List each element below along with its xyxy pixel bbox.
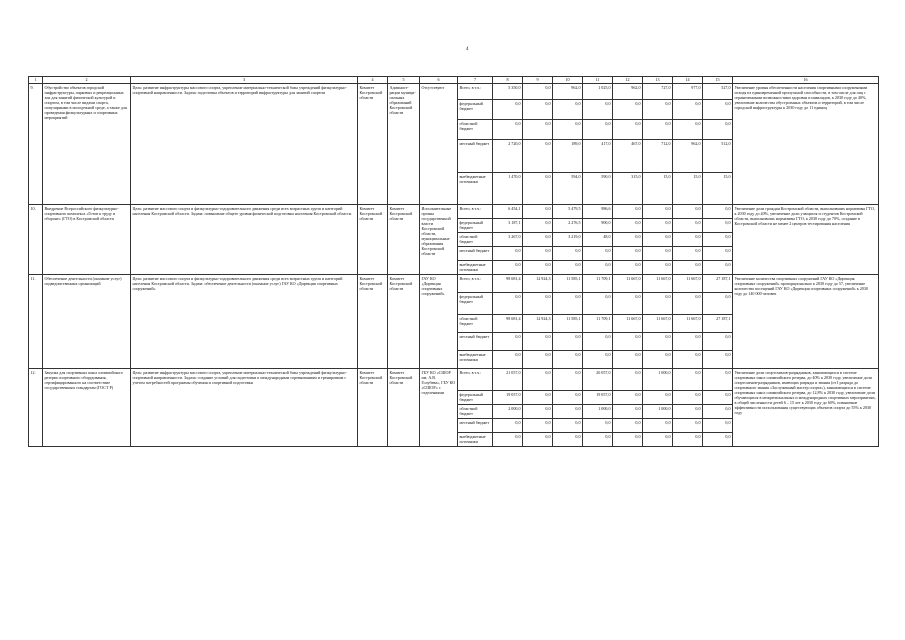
finance-value: 11 709,1 [583,315,613,333]
finance-value: 962,0 [673,140,703,173]
finance-value: 0,0 [583,261,613,275]
finance-value: 0,0 [643,333,673,351]
finance-value: 11 667,0 [643,315,673,333]
finance-value: 98 681,4 [493,315,523,333]
finance-value: 0,0 [493,293,523,315]
header-cell: 3 [131,77,358,84]
finance-value: 3 219,0 [553,233,583,247]
finance-value: 0,0 [643,391,673,405]
finance-value: 0,0 [493,120,523,140]
finance-value: 0,0 [523,100,553,120]
table-row [29,369,879,391]
finance-value: 0,0 [523,247,553,261]
finance-value: 0,0 [703,293,733,315]
executor: Комитет Костромской области [358,205,388,275]
finance-value: 5 479,5 [553,205,583,219]
row-number: 12. [29,369,43,447]
finance-value: 0,0 [553,120,583,140]
finance-value: 0,0 [553,433,583,447]
measure-name: Обустройство объектов городской инфраструктуры, парковых и рекреационных зон для занятий физической культурой и спортом, в том числе видами спорта, популярными в молодежной среде, а также для проведения физкультурных и спортивных мероприятий [43,84,131,205]
row-number: 11. [29,275,43,369]
finance-source: федеральный бюджет [458,100,493,120]
finance-value: 0,0 [613,405,643,419]
finance-value: 0,0 [493,351,523,369]
finance-source: областной бюджет [458,315,493,333]
finance-source: областной бюджет [458,405,493,419]
finance-value: 0,0 [643,233,673,247]
finance-value: 986,6 [583,205,613,219]
header-row [29,77,879,84]
finance-value: 0,0 [703,120,733,140]
finance-value: 727,0 [643,84,673,100]
finance-value: 1 025,0 [583,84,613,100]
finance-value: 0,0 [673,100,703,120]
header-cell: 2 [43,77,131,84]
finance-value: 977,0 [673,84,703,100]
finance-value: 2 000,0 [493,405,523,419]
finance-value: 0,0 [523,205,553,219]
finance-value: 0,0 [493,333,523,351]
finance-value: 0,0 [523,120,553,140]
page-number: 4 [466,47,469,52]
finance-value: 0,0 [523,369,553,391]
finance-source: внебюджетные источники [458,173,493,205]
finance-value: 0,0 [643,293,673,315]
finance-source: внебюджетные источники [458,261,493,275]
finance-value: 3 187,1 [493,219,523,233]
finance-value: 900,0 [583,219,613,233]
finance-value: 0,0 [613,120,643,140]
finance-value: 417,0 [583,140,613,173]
finance-value: 0,0 [643,120,673,140]
participant: ГАУ КО «Дирекция спортивных сооружений» [420,275,458,369]
finance-value: 0,0 [583,120,613,140]
finance-value: 0,0 [643,205,673,219]
finance-value: 0,0 [703,100,733,120]
finance-value: 0,0 [553,247,583,261]
finance-value: 0,0 [703,433,733,447]
finance-value: 0,0 [673,219,703,233]
finance-value: 27 187,1 [703,315,733,333]
finance-value: 27 187,1 [703,275,733,293]
finance-value: 0,0 [703,419,733,433]
finance-value: 11 585,1 [553,315,583,333]
finance-source: областной бюджет [458,233,493,247]
finance-value: 0,0 [613,293,643,315]
goal-text: Цель: развитие инфраструктуры массового спорта, укрепление материально-технической базы учреждений физкультурно-спортивной направленности. Задача: создание условий для подготовки к международным соревнованиям и тренировкам с учетом потребностей программы обучения и спортивной подготовки [131,369,358,447]
finance-source: областной бюджет [458,120,493,140]
finance-value: 0,0 [673,247,703,261]
finance-value: 0,0 [673,293,703,315]
finance-source: Всего, в т.ч.: [458,205,493,219]
finance-value: 189,0 [553,140,583,173]
finance-value: 3 267,0 [493,233,523,247]
finance-value: 15,0 [703,173,733,205]
finance-value: 0,0 [493,419,523,433]
finance-value: 0,0 [523,140,553,173]
finance-value: 712,0 [643,140,673,173]
finance-value: 0,0 [643,351,673,369]
finance-value: 0,0 [583,333,613,351]
finance-value: 0,0 [613,433,643,447]
finance-value: 0,0 [643,419,673,433]
finance-value: 0,0 [583,247,613,261]
finance-value: 0,0 [673,261,703,275]
table-row [29,205,879,219]
finance-value: 527,0 [703,84,733,100]
header-cell: 8 [493,77,523,84]
finance-source: федеральный бюджет [458,391,493,405]
table-row [29,84,879,100]
finance-value: 0,0 [673,369,703,391]
finance-value: 21 057,0 [493,369,523,391]
finance-value: 0,0 [673,205,703,219]
finance-value: 0,0 [643,219,673,233]
finance-value: 0,0 [613,419,643,433]
header-cell: 9 [523,77,553,84]
finance-value: 0,0 [703,369,733,391]
finance-value: 0,0 [703,247,733,261]
finance-value: 0,0 [613,333,643,351]
finance-value: 0,0 [613,219,643,233]
finance-value: 0,0 [673,391,703,405]
expected-result: Увеличение доли граждан Костромской области, выполнивших нормативы ГТО, к 2030 году до 40%, увеличение доли учащихся и студентов Костромской области, выполнивших нормативы ГТО, к 2030 году до 70%, создание в Костромской области не менее 2 центров тестирования населения [733,205,879,275]
finance-value: 0,0 [613,247,643,261]
finance-value: 0,0 [703,205,733,219]
finance-value: 1 470,0 [493,173,523,205]
expected-result: Увеличение доли спортсменов-разрядников, занимающихся в системе спортивных школ олимпийского резерва, до 40% к 2030 году, увеличение доли спортсменов-разрядников, имеющих разряды и звания (от I разряда до спортивного звания «Заслуженный мастер спорта»), занимающихся в системе спортивных школ олимпийского резерва, до 12,8% к 2030 году, увеличение доли обучающихся в межрегиональных и международных спортивных мероприятиях, в общей численности детей 6 – 15 лет к 2030 году до 60%, повышение эффективности использования существующих объектов спорта до 55% к 2030 году [733,369,879,447]
header-cell: 15 [703,77,733,84]
finance-value: 5 350,0 [493,84,523,100]
header-cell: 10 [553,77,583,84]
finance-value: 20 057,0 [583,369,613,391]
finance-value: 0,0 [673,419,703,433]
executor: Комитет Костромской области [358,84,388,205]
finance-source: федеральный бюджет [458,219,493,233]
measure-name: Внедрение Всероссийского физкультурно-спортивного комплекса «Готов к труду и обороне» (ГТО) в Костромской области [43,205,131,275]
finance-source: местный бюджет [458,140,493,173]
goal-text: Цель: развитие инфраструктуры массового спорта, укрепление материально-технической базы учреждений физкультурно-спортивной направленности. Задача: подготовка объектов и территорий инфраструктуры для занятий спортом [131,84,358,205]
finance-value: 19 057,0 [493,391,523,405]
goal-text: Цель: развитие массового спорта и физкультурно-оздоровительного движения среди всех возрастных групп и категорий населения Костромской области. Задача: повышение общего уровня физической подготовки населения Костромской области. [131,205,358,275]
finance-value: 315,0 [613,173,643,205]
finance-value: 0,0 [673,333,703,351]
header-cell: 13 [643,77,673,84]
finance-value: 0,0 [613,100,643,120]
finance-source: местный бюджет [458,247,493,261]
finance-value: 0,0 [553,419,583,433]
finance-value: 0,0 [523,433,553,447]
finance-value: 512,0 [703,140,733,173]
finance-value: 6 454,1 [493,205,523,219]
finance-value: 0,0 [553,293,583,315]
header-cell: 5 [388,77,420,84]
finance-value: 1 000,0 [583,405,613,419]
executor: Комитет Костромской области [358,369,388,447]
finance-value: 11 667,0 [643,275,673,293]
finance-value: 0,0 [553,369,583,391]
finance-value: 0,0 [613,261,643,275]
header-cell: 12 [613,77,643,84]
finance-value: 0,0 [493,433,523,447]
finance-value: 48,0 [583,233,613,247]
finance-source: Всего, в т.ч.: [458,369,493,391]
finance-source: местный бюджет [458,419,493,433]
co-executor: Комитет Костромской области [388,369,420,447]
header-cell: 4 [358,77,388,84]
finance-source: Всего, в т.ч.: [458,84,493,100]
finance-value: 0,0 [703,391,733,405]
finance-value: 0,0 [523,293,553,315]
finance-value: 0,0 [703,219,733,233]
finance-value: 0,0 [523,219,553,233]
participant: Отсутствуют [420,84,458,205]
finance-value: 0,0 [493,261,523,275]
finance-value: 0,0 [673,351,703,369]
finance-value: 0,0 [613,391,643,405]
finance-value: 11 667,0 [613,275,643,293]
finance-source: Всего, в т.ч.: [458,275,493,293]
finance-value: 0,0 [553,333,583,351]
finance-value: 0,0 [583,351,613,369]
finance-value: 0,0 [553,405,583,419]
finance-value: 0,0 [493,100,523,120]
finance-value: 0,0 [703,233,733,247]
finance-source: местный бюджет [458,333,493,351]
header-cell: 11 [583,77,613,84]
finance-value: 12 924,3 [523,275,553,293]
finance-value: 0,0 [613,351,643,369]
finance-value: 0,0 [643,247,673,261]
row-number: 10. [29,205,43,275]
finance-value: 0,0 [613,233,643,247]
finance-value: 590,0 [583,173,613,205]
program-table [28,76,879,447]
table-row [29,275,879,293]
finance-value: 98 681,4 [493,275,523,293]
finance-value: 0,0 [553,391,583,405]
finance-value: 0,0 [523,233,553,247]
finance-value: 0,0 [703,333,733,351]
finance-value: 0,0 [553,100,583,120]
participant: Исполнительные органы государственной власти Костромской области, муниципальные образования Костромской области [420,205,458,275]
finance-value: 0,0 [523,333,553,351]
finance-value: 0,0 [523,261,553,275]
expected-result: Увеличение количества спортивных сооружений ГАУ КО «Дирекция спортивных сооружений» пропорционально к 2030 году до 57, увеличение количества посещений ГАУ КО «Дирекция спортивных сооружений» к 2030 году до 140 000 человек [733,275,879,369]
finance-value: 0,0 [703,405,733,419]
finance-source: федеральный бюджет [458,293,493,315]
finance-value: 15,0 [643,173,673,205]
finance-value: 0,0 [673,405,703,419]
header-cell: 6 [420,77,458,84]
finance-value: 0,0 [643,100,673,120]
finance-value: 0,0 [703,351,733,369]
finance-value: 0,0 [703,261,733,275]
finance-value: 962,0 [553,84,583,100]
finance-value: 0,0 [523,391,553,405]
finance-value: 0,0 [523,173,553,205]
finance-value: 467,0 [613,140,643,173]
header-cell: 7 [458,77,493,84]
co-executor: Комитет Костромской области [388,205,420,275]
finance-value: 11 667,0 [613,315,643,333]
finance-value: 0,0 [673,120,703,140]
finance-value: 0,0 [553,261,583,275]
finance-value: 11 709,1 [583,275,613,293]
finance-value: 0,0 [583,293,613,315]
finance-value: 2 276,5 [553,219,583,233]
expected-result: Увеличение уровня обеспеченности населения спортивными сооружениями исходя из единовременной пропускной способности, в том числе для лиц с ограниченными возможностями здоровья и инвалидов, к 2030 году до 40%, увеличение количества обустроенных объектов и территорий, в том числе городской инфраструктуры к 2030 году до 11 единиц [733,84,879,205]
finance-value: 0,0 [523,84,553,100]
finance-value: 0,0 [523,419,553,433]
finance-value: 11 667,0 [673,315,703,333]
measure-name: Закупка для спортивных школ олимпийского резерва спортивного оборудования, сертифицированного на соответствие государственным стандартам (ГОСТ Р) [43,369,131,447]
header-cell: 16 [733,77,879,84]
finance-value: 2 720,0 [493,140,523,173]
finance-value: 0,0 [643,433,673,447]
finance-value: 11 585,1 [553,275,583,293]
co-executor: Комитет Костромской области [388,275,420,369]
finance-value: 962,0 [613,84,643,100]
finance-value: 0,0 [673,433,703,447]
finance-value: 15,0 [673,173,703,205]
participant: ГБУ КО «СШОР им. А.В. Голубева», ГБУ КО «СШОР» с отделениями [420,369,458,447]
finance-value: 0,0 [613,205,643,219]
finance-value: 594,0 [553,173,583,205]
finance-value: 0,0 [613,369,643,391]
finance-value: 0,0 [583,100,613,120]
executor: Комитет Костромской области [358,275,388,369]
finance-value: 0,0 [523,351,553,369]
finance-value: 0,0 [493,247,523,261]
finance-value: 11 667,0 [673,275,703,293]
finance-value: 0,0 [643,261,673,275]
finance-value: 0,0 [553,351,583,369]
finance-value: 0,0 [673,233,703,247]
finance-value: 1 000,0 [643,369,673,391]
co-executor: Админист-рации муници-пальных образований Костромской области [388,84,420,205]
finance-value: 19 057,0 [583,391,613,405]
header-cell: 14 [673,77,703,84]
header-cell: 1 [29,77,43,84]
finance-source: внебюджетные источники [458,433,493,447]
finance-value: 0,0 [523,405,553,419]
finance-value: 1 000,0 [643,405,673,419]
finance-source: внебюджетные источники [458,351,493,369]
row-number: 9. [29,84,43,205]
finance-value: 12 924,3 [523,315,553,333]
goal-text: Цель: развитие массового спорта и физкультурно-оздоровительного движения среди всех возрастных групп и категорий населения Костромской области. Задача: обеспечение деятельности (оказание услуг) ГАУ КО «Дирекция спортивных сооружений» [131,275,358,369]
finance-value: 0,0 [583,419,613,433]
finance-value: 0,0 [583,433,613,447]
measure-name: Обеспечение деятельности (оказание услуг) подведомственных организаций [43,275,131,369]
